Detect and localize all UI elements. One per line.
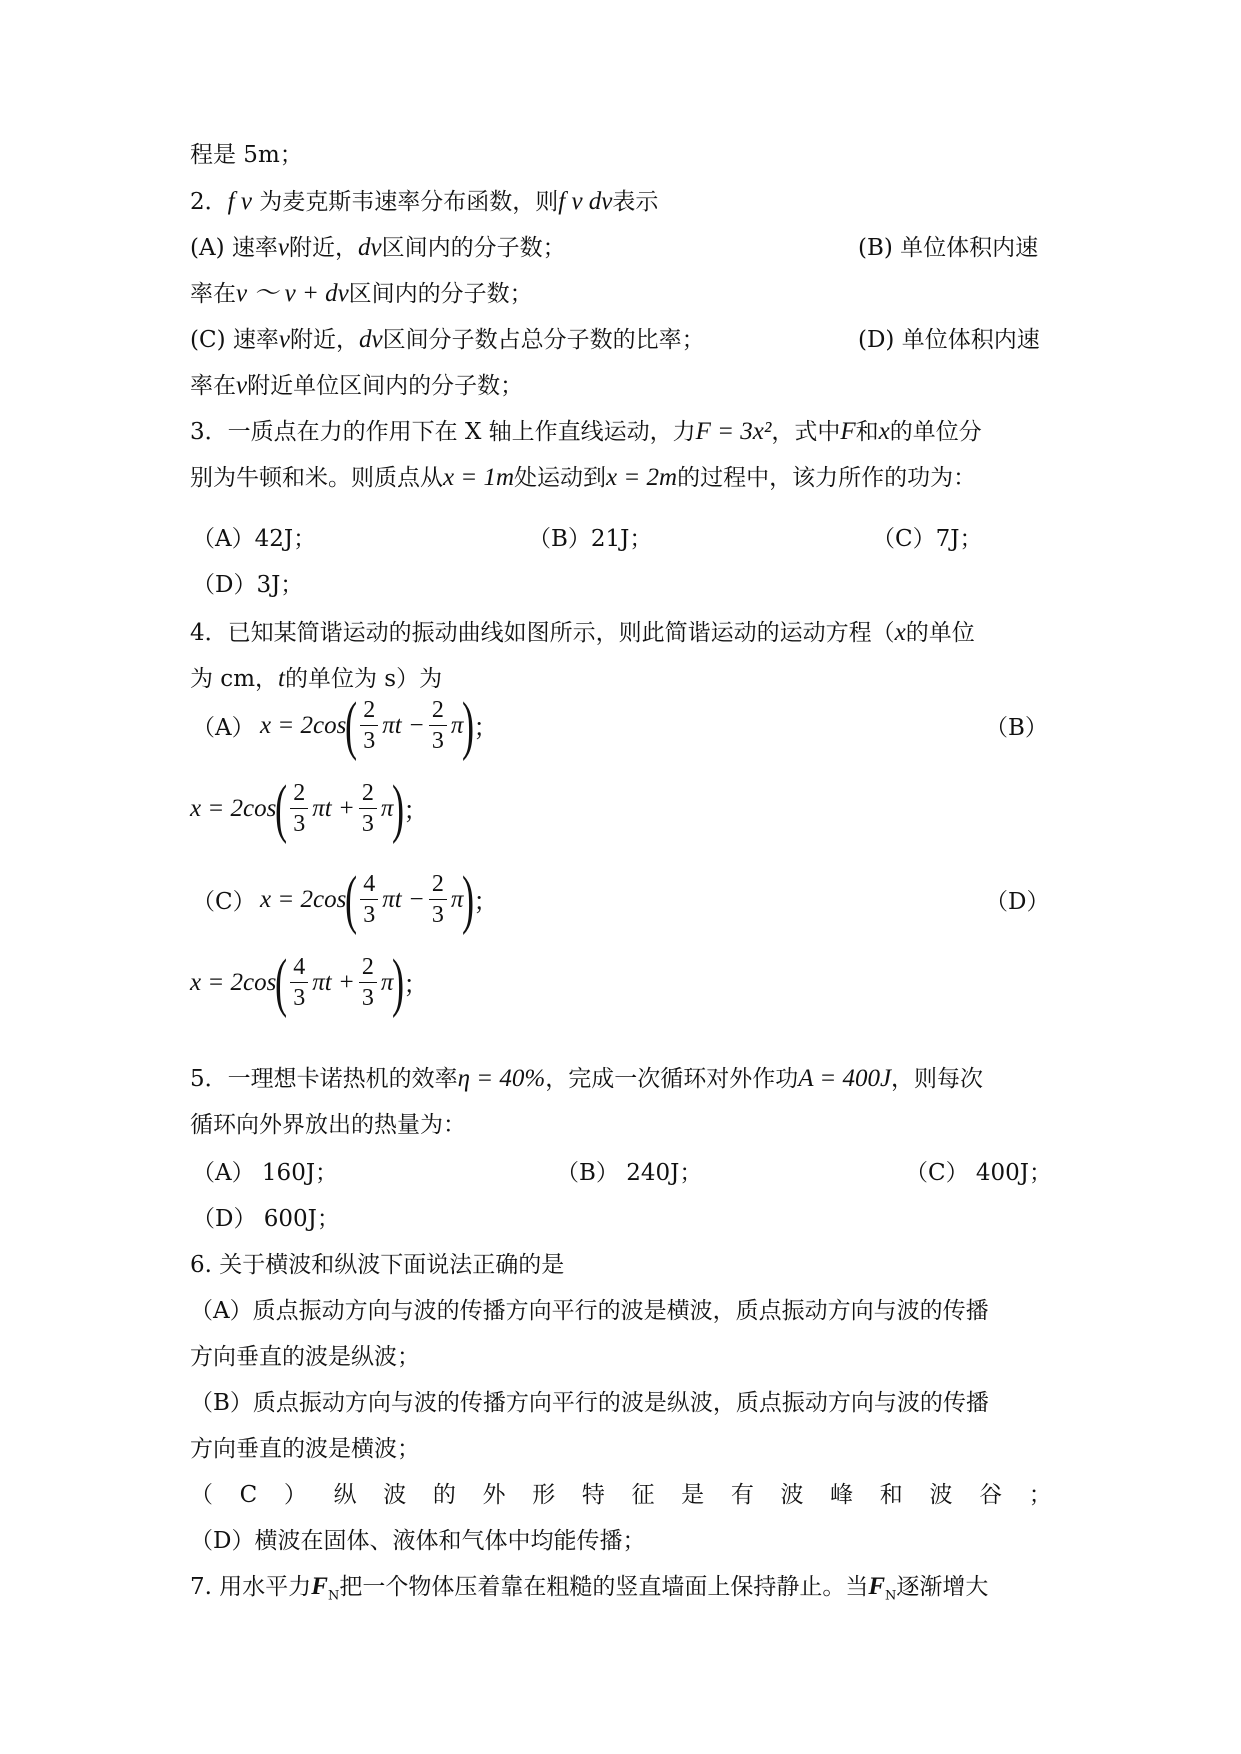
q2-option-b-line2: 率在v ～ v + dv区间内的分子数； <box>190 280 533 307</box>
q6-option-a-line1: （A）质点振动方向与波的传播方向平行的波是横波，质点振动方向与波的传播 <box>190 1298 989 1324</box>
q3-option-c: （C）7J； <box>872 526 983 552</box>
q6-option-b-line1: （B）质点振动方向与波的传播方向平行的波是纵波，质点振动方向与波的传播 <box>190 1390 989 1416</box>
q5-option-a: （A） 160J； <box>192 1160 339 1186</box>
q4-label-c: （C） <box>192 889 256 915</box>
q6-option-a-line2: 方向垂直的波是纵波； <box>190 1344 420 1370</box>
q2-option-d-head: (D) 单位体积内速 <box>858 327 1040 353</box>
q6-stem: 6. 关于横波和纵波下面说法正确的是 <box>190 1252 565 1278</box>
q2-stem: 2．f v 为麦克斯韦速率分布函数，则f v dv表示 <box>190 188 659 215</box>
q5-option-b: （B） 240J； <box>556 1160 703 1186</box>
q3-option-d: （D）3J； <box>192 572 304 598</box>
q4-equation-d: x = 2cos ( $\frac{4}{3}$ πt + $\frac{2}{3}$ π ) ； <box>190 945 429 1019</box>
q2-option-b-head: (B) 单位体积内速 <box>858 235 1039 261</box>
q4-label-b: （B） <box>985 715 1048 741</box>
q6-option-b-line2: 方向垂直的波是横波； <box>190 1436 420 1462</box>
q5-stem-line2: 循环向外界放出的热量为： <box>190 1112 466 1138</box>
q3-option-a: （A）42J； <box>192 526 317 552</box>
q4-label-d: （D） <box>985 889 1050 915</box>
q2-option-c: (C) 速率v附近，dv区间分子数占总分子数的比率； <box>190 326 705 353</box>
q4-stem-line2: 为 cm，t的单位为 s）为 <box>190 665 443 692</box>
q3-option-b: （B）21J； <box>528 526 653 552</box>
q7-stem: 7. 用水平力$F_N$把一个物体压着靠在粗糙的竖直墙面上保持静止。当$F_N$逐渐增大 <box>190 1573 989 1604</box>
q1-tail: 程是 5m； <box>190 142 303 168</box>
q3-stem-line2: 别为牛顿和米。则质点从x = 1m处运动到x = 2m的过程中，该力所作的功为： <box>190 464 977 491</box>
q5-option-d: （D） 600J； <box>192 1206 340 1232</box>
q5-stem-line1: 5．一理想卡诺热机的效率η = 40%，完成一次循环对外作功A = 400J，则每次 <box>190 1065 984 1092</box>
q4-equation-c: x = 2cos ( $\frac{4}{3}$ πt − $\frac{2}{3}$ π ) ； <box>260 862 499 936</box>
q4-label-a: （A） <box>192 715 255 741</box>
q2-option-a: (A) 速率v附近，dv区间内的分子数； <box>190 234 566 261</box>
q6-option-d: （D）横波在固体、液体和气体中均能传播； <box>190 1528 646 1554</box>
q2-option-d-line2: 率在v附近单位区间内的分子数； <box>190 372 524 399</box>
q4-equation-a: x = 2cos ( $\frac{2}{3}$ πt − $\frac{2}{3}$ π ) ； <box>260 688 499 762</box>
q4-equation-b: x = 2cos ( $\frac{2}{3}$ πt + $\frac{2}{3}$ π ) ； <box>190 771 429 845</box>
q5-option-c: （C） 400J； <box>905 1160 1053 1186</box>
q3-stem-line1: 3．一质点在力的作用下在 X 轴上作直线运动，力F = 3x²，式中F和x的单位分 <box>190 418 982 445</box>
q6-option-c: （ C ） 纵 波 的 外 形 特 征 是 有 波 峰 和 波 谷 ； <box>190 1482 1052 1508</box>
q4-stem-line1: 4．已知某简谐运动的振动曲线如图所示，则此简谐运动的运动方程（x的单位 <box>190 619 975 646</box>
